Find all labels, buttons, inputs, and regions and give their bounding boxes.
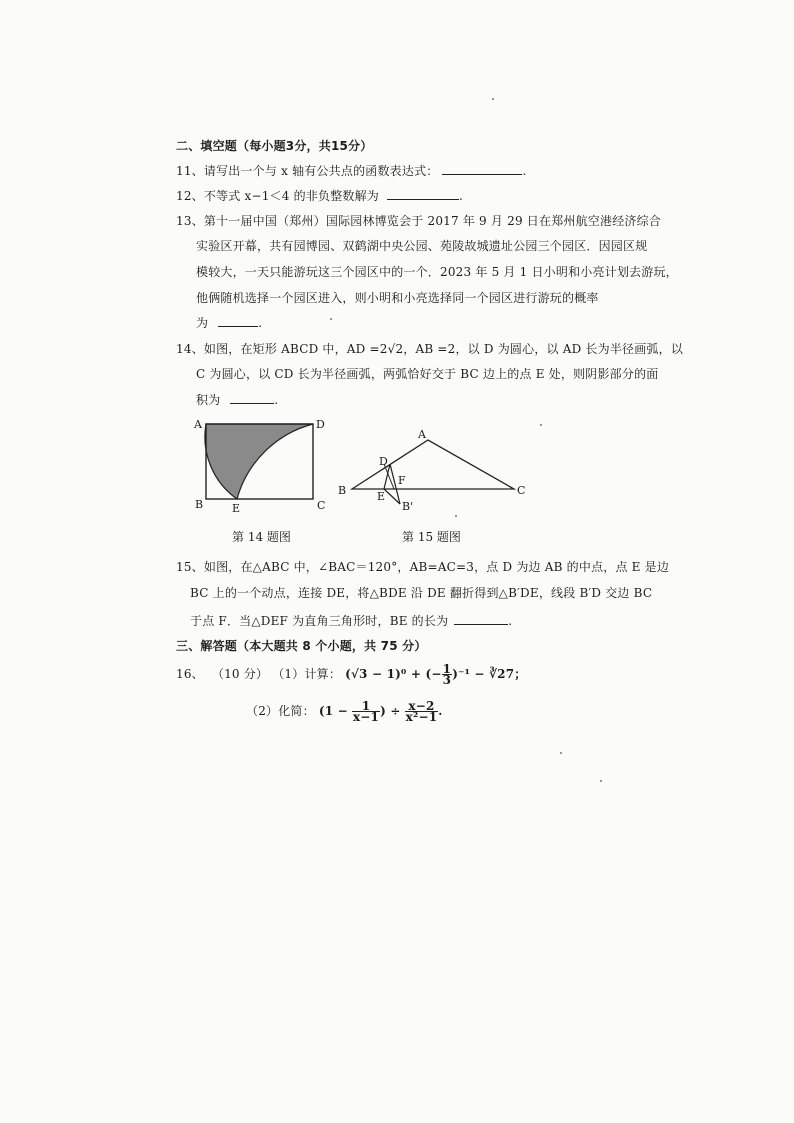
question-15-line-1: 15、如图，在△ABC 中，∠BAC＝120°，AB=AC=3，点 D 为边 AB 的中点，点 E 是边	[176, 560, 670, 574]
answer-blank-14	[230, 393, 274, 404]
answer-blank-12	[387, 189, 459, 200]
question-15-line-3-text: 于点 F．当△DEF 为直角三角形时，BE 的长为	[190, 614, 449, 628]
question-11-text: 11、请写出一个与 x 轴有公共点的函数表达式：	[176, 164, 439, 178]
question-16-fraction-1	[442, 664, 453, 685]
fig15-label-D: D	[379, 455, 388, 468]
question-13-line-2: 实验区开幕，共有园博园、双鹤湖中央公园、苑陵故城遗址公园三个园区．因园区规	[196, 239, 648, 253]
answer-blank-11	[442, 164, 522, 175]
question-13-line-5-text: 为	[196, 316, 209, 330]
question-11: 11、请写出一个与 x 轴有公共点的函数表达式： .	[176, 164, 527, 178]
section-3-heading: 三、解答题（本大题共 8 个小题，共 75 分）	[176, 639, 427, 653]
question-16-part-2	[246, 701, 443, 722]
fig14-label-B: B	[195, 498, 204, 511]
question-13-line-4: 他俩随机选择一个园区进入，则小明和小亮选择同一个园区进行游玩的概率	[196, 291, 599, 305]
scan-speck	[600, 780, 602, 782]
question-14-line-3: 积为 .	[196, 393, 279, 407]
figure-15-caption: 第 15 题图	[402, 530, 461, 544]
fraction-denominator: 3	[442, 673, 452, 687]
fraction-denominator: x²−1	[405, 710, 438, 724]
fraction-numerator: 1	[352, 701, 380, 712]
figure-14	[192, 412, 342, 522]
figure-15	[334, 424, 534, 516]
question-14-line-1: 14、如图，在矩形 ABCD 中，AD =2√2，AB =2，以 D 为圆心，以 AD 长为半径画弧，以	[176, 342, 684, 356]
fig15-label-A: A	[418, 428, 426, 441]
fig14-label-C: C	[317, 499, 326, 512]
question-13-line-5: 为 .	[196, 316, 263, 330]
question-16-expression-1-b: )⁻¹ − ∛27；	[452, 667, 527, 681]
fig15-label-Bprime: B'	[402, 500, 414, 513]
fraction-numerator: x−2	[405, 701, 439, 712]
question-16-expression-2-b: ) ÷	[380, 704, 401, 718]
question-16-part-1-label: （1）计算：	[272, 667, 342, 681]
question-16-expression-1-a: (√3 − 1)⁰ + (−	[345, 667, 442, 681]
question-16-expression-2-a: (1 −	[318, 704, 348, 718]
section-2-heading: 二、填空题（每小题3分，共15分）	[176, 139, 373, 153]
fig14-label-E: E	[232, 502, 241, 515]
fig14-label-A: A	[194, 418, 202, 431]
scan-speck	[455, 515, 457, 517]
question-16-points: （10 分）	[211, 667, 269, 681]
question-16-number: 16、	[176, 667, 204, 681]
question-15-line-3: 于点 F．当△DEF 为直角三角形时，BE 的长为 .	[190, 614, 513, 628]
question-16-part-1	[176, 664, 526, 685]
fig15-label-B: B	[338, 484, 347, 497]
question-16-part-2-label: （2）化简：	[246, 704, 315, 718]
scan-speck	[560, 752, 562, 754]
question-13-line-3: 模较大，一天只能游玩这三个园区中的一个．2023 年 5 月 1 日小明和小亮计划去游玩，	[196, 265, 678, 279]
question-12-text: 12、不等式 x−1＜4 的非负整数解为	[176, 189, 379, 203]
scan-speck	[540, 424, 542, 426]
figure-14-caption: 第 14 题图	[232, 530, 291, 544]
question-14-line-2: C 为圆心，以 CD 长为半径画弧，两弧恰好交于 BC 边上的点 E 处，则阴影部分的面	[196, 367, 659, 381]
question-16-fraction-3	[405, 701, 439, 722]
question-16-expression-2-c: .	[438, 704, 443, 718]
fig15-label-F: F	[398, 474, 406, 487]
figure-14-shaded-region	[205, 424, 313, 499]
scan-speck	[330, 318, 332, 320]
question-13-line-1: 13、第十一届中国（郑州）国际园林博览会于 2017 年 9 月 29 日在郑州航空港经济综合	[176, 214, 662, 228]
triangle-abc	[352, 440, 514, 489]
question-12: 12、不等式 x−1＜4 的非负整数解为 .	[176, 189, 464, 203]
fraction-numerator: 1	[442, 662, 452, 676]
question-15-line-2: BC 上的一个动点，连接 DE，将△BDE 沿 DE 翻折得到△B′DE，线段 B′D 交边 BC	[190, 586, 653, 600]
fig14-label-D: D	[316, 418, 325, 431]
question-16-fraction-2	[352, 701, 380, 722]
scan-speck	[492, 98, 494, 100]
fig15-label-E: E	[377, 490, 386, 503]
fraction-denominator: x−1	[352, 710, 380, 724]
fig15-label-C: C	[517, 484, 526, 497]
question-14-line-3-text: 积为	[196, 393, 221, 407]
answer-blank-15	[454, 614, 508, 625]
answer-blank-13	[218, 316, 258, 327]
